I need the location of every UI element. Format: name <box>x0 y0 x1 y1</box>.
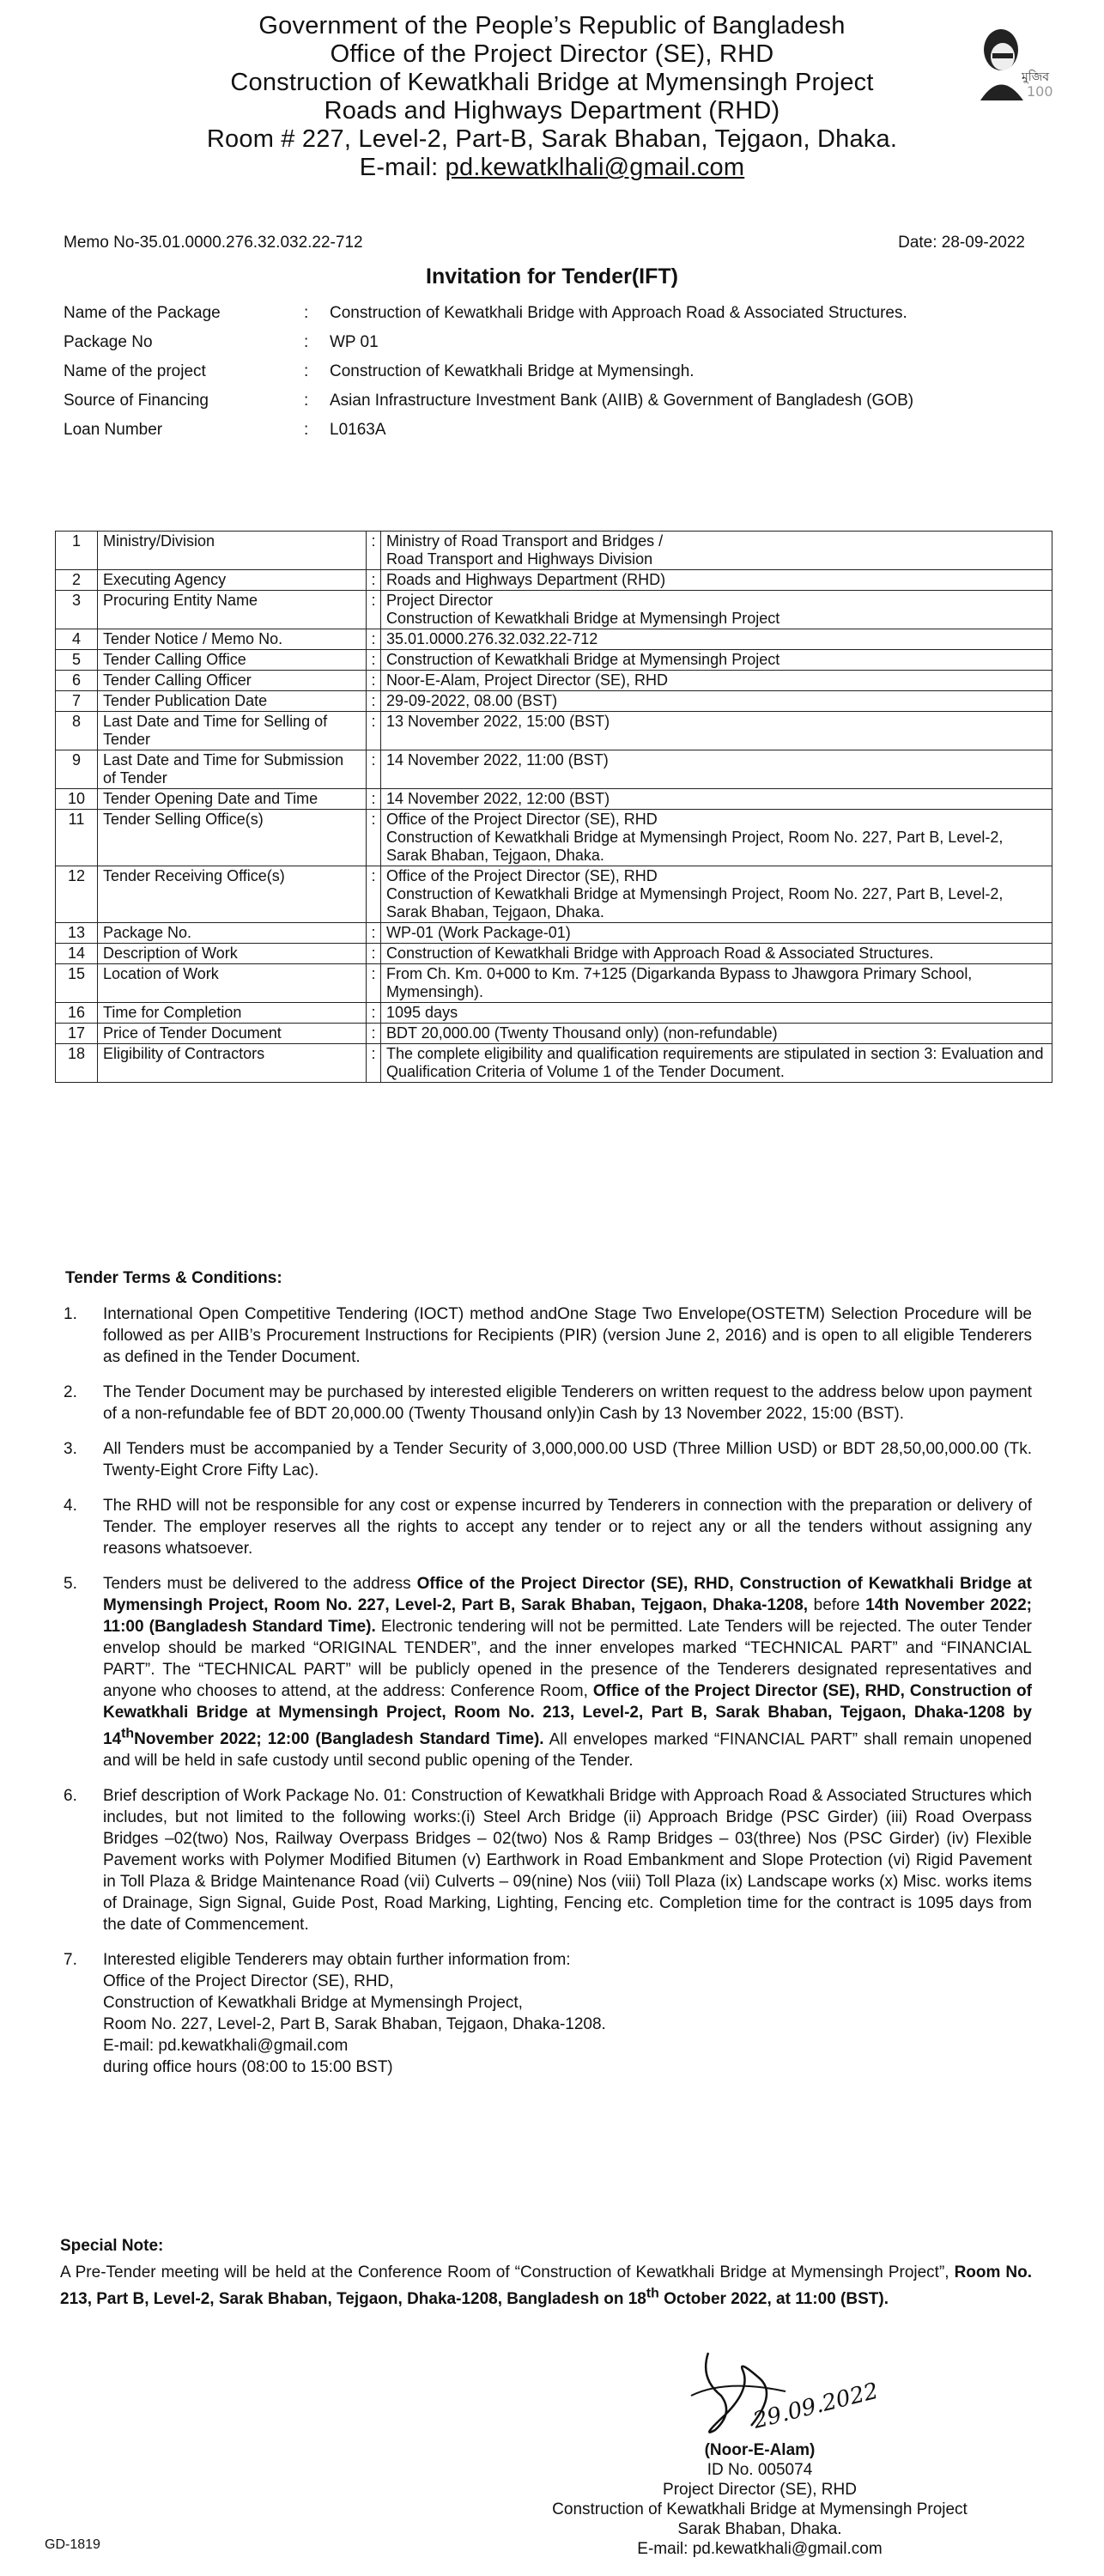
field-label: Tender Notice / Memo No. <box>98 629 367 650</box>
field-label: Last Date and Time for Submission of Tender <box>98 750 367 789</box>
mujib-100-logo-icon <box>972 19 1058 105</box>
row-number: 5 <box>56 650 98 671</box>
field-value <box>381 1003 1052 1024</box>
term-text: All Tenders must be accompanied by a Tender Security of 3,000,000.00 USD (Three Million USD) or BDT 28,50,00,000.00 (Tk. Twenty-Eight Crore Fifty Lac). <box>103 1440 1032 1479</box>
term-text: International Open Competitive Tendering (IOCT) method andOne Stage Two Envelope(OSTETM) Selection Procedure will be followed as per AIIB’s Procurement Instructions for Recipients (PIR) (version June 2, 2016) and is open to all eligible Tenderers as defined in the Tender Document. <box>103 1305 1032 1366</box>
info-label: Source of Financing <box>64 392 209 410</box>
signature-date: 29.09.2022 <box>750 2378 882 2434</box>
info-label: Name of the project <box>64 362 206 380</box>
tender-table-row: 16 Time for Completion : 1095 days <box>56 1003 1052 1024</box>
term-text: The Tender Document may be purchased by interested eligible Tenderers on written request to the address below upon payment of a non-refundable fee of BDT 20,000.00 (Twenty Thousand only)in Cash by 13 November 2022, 15:00 (BST). <box>103 1383 1032 1423</box>
field-value-line: Construction of Kewatkhali Bridge at Mymensingh Project, Room No. 227, Part B, Level-2, Sarak Bhaban, Tejgaon, Dhaka. <box>386 829 1004 864</box>
field-value-line: Construction of Kewatkhali Bridge with Approach Road & Associated Structures. <box>386 945 934 962</box>
memo-row <box>64 234 1025 252</box>
field-value-line: Road Transport and Highways Division <box>386 550 653 568</box>
row-number: 14 <box>56 944 98 964</box>
row-number: 4 <box>56 629 98 650</box>
svg-text:100: 100 <box>1027 83 1053 100</box>
field-value-line: 14 November 2022, 12:00 (BST) <box>386 790 610 807</box>
term-item: 6. Brief description of Work Package No. 01: Construction of Kewatkhali Bridge with Approach Road & Associated Structures which includes, but not limited to the following works:(i) Steel Arch Bridge (ii) Approach Bridge (PSC Girder) (iii) Road Overpass Bridges –02(two) Nos, Railway Overpass Bridges – 02(two) Nos & Ramp Bridges – 03(three) Nos (PSC Girder) (iv) Flexible Pavement works with Polymer Modified Bitumen (v) Earthwork in Road Embankment and Slope Protection (vi) Rigid Pavement in Toll Plaza & Bridge Maintenance Road (vii) Culverts – 09(nine) Nos (viii) Toll Plaza (ix) Landscape works (x) Misc. works items of Drainage, Sign Signal, Guide Post, Road Marking, Lighting, Fencing etc. Completion time for the contract is 1095 days from the date of Commencement. <box>64 1787 1032 1935</box>
info-value: Construction of Kewatkhali Bridge with Approach Road & Associated Structures. <box>330 304 907 322</box>
signatory-id: ID No. 005074 <box>707 2461 813 2479</box>
term-item: 5. Tenders must be delivered to the address Office of the Project Director (SE), RHD, Construction of Kewatkhali Bridge at Mymensingh Project, Room No. 227, Level-2, Part B, Sarak Bhaban, Tejgaon, Dhaka-1208, before 14th November 2022; 11:00 (Bangladesh Standard Time). Electronic tendering will not be permitted. Late Tenders will be rejected. The outer Tender envelop should be marked “ORIGINAL TENDER”, and the inner envelopes marked “TECHNICAL PART” and “FINANCIAL PART”. The “TECHNICAL PART” will be publicly opened in the presence of the Tenderers designated representatives and anyone who chooses to attend, at the address: Conference Room, Office of the Project Director (SE), RHD, Construction of Kewatkhali Bridge at Mymensingh Project, Room No. 213, Level-2, Part B, Sarak Bhaban, Tejgaon, Dhaka-1208 by 14thNovember 2022; 12:00 (Bangladesh Standard Time). All envelopes marked “FINANCIAL PART” shall remain unopened and will be held in safe custody until second public opening of the Tender. <box>64 1575 1033 1771</box>
header-email-prefix: E-mail: <box>359 154 446 181</box>
row-number: 16 <box>56 1003 98 1024</box>
tender-table-row: 1 Ministry/Division : Ministry of Road Transport and Bridges / Road Transport and Highways Division <box>56 532 1052 570</box>
field-value <box>381 750 1052 789</box>
field-label: Price of Tender Document <box>98 1024 367 1044</box>
field-value-line: Construction of Kewatkhali Bridge at Mymensingh Project <box>386 610 780 627</box>
info-value: WP 01 <box>330 333 379 351</box>
special-note-text: A Pre-Tender meeting will be held at the Conference Room of “Construction of Kewatkhali Bridge at Mymensingh Project”, Room No. 213, Part B, Level-2, Sarak Bhaban, Tejgaon, Dhaka-1208, Bangladesh on 18th October 2022, at 11:00 (BST). <box>60 2263 1032 2309</box>
field-value <box>381 712 1052 750</box>
tender-table-row: 6 Tender Calling Officer : Noor-E-Alam, Project Director (SE), RHD <box>56 671 1052 691</box>
info-label: Loan Number <box>64 421 163 439</box>
info-row: Package No : WP 01 <box>64 333 1025 352</box>
term-contact-address: Interested eligible Tenderers may obtain further information from: Office of the Project Director (SE), RHD, Construction of Kewatkhali Bridge at Mymensingh Project, Room No. 227, Level-2, Part B, Sarak Bhaban, Tejgaon, Dhaka-1208. E-mail: pd.kewatkhali@gmail.com during office hours (08:00 to 15:00 BST) <box>103 1949 1032 2078</box>
term-item: 1. International Open Competitive Tendering (IOCT) method andOne Stage Two Envelope(OSTETM) Selection Procedure will be followed as per AIIB’s Procurement Instructions for Recipients (PIR) (version June 2, 2016) and is open to all eligible Tenderers as defined in the Tender Document. <box>64 1305 1032 1366</box>
field-value <box>381 789 1052 810</box>
row-number: 9 <box>56 750 98 789</box>
field-value-line: 35.01.0000.276.32.032.22-712 <box>386 630 598 647</box>
row-number: 6 <box>56 671 98 691</box>
tender-table-row: 14 Description of Work : Construction of Kewatkhali Bridge with Approach Road & Associated Structures. <box>56 944 1052 964</box>
tender-details-table <box>55 531 1052 1083</box>
field-label: Tender Calling Officer <box>98 671 367 691</box>
header-line-2: Office of the Project Director (SE), RHD <box>330 40 774 68</box>
field-value <box>381 866 1052 923</box>
field-value-line: Ministry of Road Transport and Bridges / <box>386 532 664 550</box>
info-value: Construction of Kewatkhali Bridge at Mymensingh. <box>330 362 695 380</box>
document-title: Invitation for Tender(IFT) <box>426 264 678 289</box>
tender-table-row: 7 Tender Publication Date : 29-09-2022, 08.00 (BST) <box>56 691 1052 712</box>
field-value <box>381 1024 1052 1044</box>
field-value-line: 29-09-2022, 08.00 (BST) <box>386 692 558 709</box>
field-label: Last Date and Time for Selling of Tender <box>98 712 367 750</box>
memo-date: Date: 28-09-2022 <box>898 234 1025 252</box>
field-value-line: Construction of Kewatkhali Bridge at Mymensingh Project, Room No. 227, Part B, Level-2, Sarak Bhaban, Tejgaon, Dhaka. <box>386 885 1004 920</box>
field-value-line: The complete eligibility and qualification requirements are stipulated in section 3: Evaluation and Qualification Criteria of Volume 1 of the Tender Document. <box>386 1045 1044 1080</box>
field-value-line: Noor-E-Alam, Project Director (SE), RHD <box>386 671 669 689</box>
tender-table-row: 3 Procuring Entity Name : Project Director Construction of Kewatkhali Bridge at Mymensingh Project <box>56 591 1052 629</box>
letterhead <box>0 12 1104 182</box>
header-line-1: Government of the People’s Republic of Bangladesh <box>258 12 846 39</box>
footer-code: GD-1819 <box>45 2537 100 2552</box>
signatory-title: Project Director (SE), RHD <box>663 2481 857 2499</box>
term-text: Tenders must be delivered to the address Office of the Project Director (SE), RHD, Construction of Kewatkhali Bridge at Mymensingh Project, Room No. 227, Level-2, Part B, Sarak Bhaban, Tejgaon, Dhaka-1208, before 14th November 2022; 11:00 (Bangladesh Standard Time). Electronic tendering will not be permitted. Late Tenders will be rejected. The outer Tender envelop should be marked “ORIGINAL TENDER”, and the inner envelopes marked “TECHNICAL PART” and “FINANCIAL PART”. The “TECHNICAL PART” will be publicly opened in the presence of the Tenderers designated representatives and anyone who chooses to attend, at the address: Conference Room, Office of the Project Director (SE), RHD, Construction of Kewatkhali Bridge at Mymensingh Project, Room No. 213, Level-2, Part B, Sarak Bhaban, Tejgaon, Dhaka-1208 by 14thNovember 2022; 12:00 (Bangladesh Standard Time). All envelopes marked “FINANCIAL PART” shall remain unopened and will be held in safe custody until second public opening of the Tender. <box>103 1575 1033 1771</box>
terms-list <box>60 1303 1032 2092</box>
terms-heading: Tender Terms & Conditions: <box>65 1269 282 1287</box>
field-value-line: WP-01 (Work Package-01) <box>386 924 571 941</box>
tender-table-row: 2 Executing Agency : Roads and Highways Department (RHD) <box>56 570 1052 591</box>
field-label: Tender Publication Date <box>98 691 367 712</box>
memo-number: Memo No-35.01.0000.276.32.032.22-712 <box>64 234 363 252</box>
tender-table-row: 15 Location of Work : From Ch. Km. 0+000 to Km. 7+125 (Digarkanda Bypass to Jhawgora Primary School, Mymensingh). <box>56 964 1052 1003</box>
term-item: 7. Interested eligible Tenderers may obtain further information from: Office of the Project Director (SE), RHD, Construction of Kewatkhali Bridge at Mymensingh Project, Room No. 227, Level-2, Part B, Sarak Bhaban, Tejgaon, Dhaka-1208. E-mail: pd.kewatkhali@gmail.com during office hours (08:00 to 15:00 BST) <box>60 1949 1032 2078</box>
field-label: Time for Completion <box>98 1003 367 1024</box>
field-label: Package No. <box>98 923 367 944</box>
tender-table-row: 4 Tender Notice / Memo No. : 35.01.0000.276.32.032.22-712 <box>56 629 1052 650</box>
field-value <box>381 810 1052 866</box>
info-row: Name of the Package : Construction of Kewatkhali Bridge with Approach Road & Associated Structures. <box>64 304 1025 323</box>
term-item: 4. The RHD will not be responsible for any cost or expense incurred by Tenderers in connection with the preparation or delivery of Tender. The employer reserves all the rights to accept any tender or to reject any or all the tenders without assigning any reasons whatsoever. <box>64 1497 1032 1558</box>
tender-table-row: 18 Eligibility of Contractors : The complete eligibility and qualification requirements are stipulated in section 3: Evaluation and Qualification Criteria of Volume 1 of the Tender Document. <box>56 1044 1052 1083</box>
row-number: 11 <box>56 810 98 866</box>
svg-text:মুজিব: মুজিব <box>1022 70 1050 84</box>
field-value <box>381 532 1052 570</box>
field-value-line: Construction of Kewatkhali Bridge at Mymensingh Project <box>386 651 780 668</box>
signatory-details <box>502 2440 1017 2559</box>
header-line-5: Room # 227, Level-2, Part-B, Sarak Bhaban, Tejgaon, Dhaka. <box>206 125 898 153</box>
field-label: Tender Calling Office <box>98 650 367 671</box>
field-value <box>381 629 1052 650</box>
package-info <box>64 304 1025 450</box>
field-label: Tender Receiving Office(s) <box>98 866 367 923</box>
tender-table-row: 17 Price of Tender Document : BDT 20,000.00 (Twenty Thousand only) (non-refundable) <box>56 1024 1052 1044</box>
field-value-line: Office of the Project Director (SE), RHD <box>386 867 658 884</box>
term-text: The RHD will not be responsible for any cost or expense incurred by Tenderers in connection with the preparation or delivery of Tender. The employer reserves all the rights to accept any tender or to reject any or all the tenders without assigning any reasons whatsoever. <box>103 1497 1032 1558</box>
tender-table-row: 11 Tender Selling Office(s) : Office of the Project Director (SE), RHD Construction of Kewatkhali Bridge at Mymensingh Project, Room No. 227, Part B, Level-2, Sarak Bhaban, Tejgaon, Dhaka. <box>56 810 1052 866</box>
row-number: 15 <box>56 964 98 1003</box>
field-value <box>381 570 1052 591</box>
header-line-4: Roads and Highways Department (RHD) <box>324 97 780 125</box>
row-number: 10 <box>56 789 98 810</box>
field-label: Procuring Entity Name <box>98 591 367 629</box>
signatory-project: Construction of Kewatkhali Bridge at Mymensingh Project <box>552 2500 968 2518</box>
tender-table-row: 8 Last Date and Time for Selling of Tender : 13 November 2022, 15:00 (BST) <box>56 712 1052 750</box>
field-label: Tender Selling Office(s) <box>98 810 367 866</box>
field-value-line: 13 November 2022, 15:00 (BST) <box>386 713 610 730</box>
row-number: 17 <box>56 1024 98 1044</box>
field-value-line: Office of the Project Director (SE), RHD <box>386 811 658 828</box>
contact-email[interactable]: E-mail: pd.kewatkhali@gmail.com <box>103 2037 349 2056</box>
tender-table-row: 5 Tender Calling Office : Construction of Kewatkhali Bridge at Mymensingh Project <box>56 650 1052 671</box>
signatory-email[interactable]: E-mail: pd.kewatkhali@gmail.com <box>637 2540 883 2558</box>
info-row: Name of the project : Construction of Kewatkhali Bridge at Mymensingh. <box>64 362 1025 381</box>
tender-table-row: 9 Last Date and Time for Submission of Tender : 14 November 2022, 11:00 (BST) <box>56 750 1052 789</box>
tender-table-row: 10 Tender Opening Date and Time : 14 November 2022, 12:00 (BST) <box>56 789 1052 810</box>
field-value <box>381 650 1052 671</box>
field-value <box>381 691 1052 712</box>
row-number: 18 <box>56 1044 98 1083</box>
term-item: 2. The Tender Document may be purchased by interested eligible Tenderers on written request to the address below upon payment of a non-refundable fee of BDT 20,000.00 (Twenty Thousand only)in Cash by 13 November 2022, 15:00 (BST). <box>64 1383 1032 1423</box>
field-value-line: Roads and Highways Department (RHD) <box>386 571 666 588</box>
info-row: Source of Financing : Asian Infrastructure Investment Bank (AIIB) & Government of Bangladesh (GOB) <box>64 392 1025 410</box>
field-value <box>381 591 1052 629</box>
info-label: Name of the Package <box>64 304 221 322</box>
signatory-name: (Noor-E-Alam) <box>704 2441 816 2459</box>
term-item: 3. All Tenders must be accompanied by a Tender Security of 3,000,000.00 USD (Three Million USD) or BDT 28,50,00,000.00 (Tk. Twenty-Eight Crore Fifty Lac). <box>64 1440 1032 1479</box>
field-value <box>381 671 1052 691</box>
field-value <box>381 923 1052 944</box>
field-value-line: 14 November 2022, 11:00 (BST) <box>386 751 609 769</box>
row-number: 13 <box>56 923 98 944</box>
field-label: Location of Work <box>98 964 367 1003</box>
info-row: Loan Number : L0163A <box>64 421 1025 440</box>
info-value: Asian Infrastructure Investment Bank (AIIB) & Government of Bangladesh (GOB) <box>330 392 914 410</box>
info-label: Package No <box>64 333 153 351</box>
field-label: Executing Agency <box>98 570 367 591</box>
row-number: 12 <box>56 866 98 923</box>
field-value <box>381 1044 1052 1083</box>
row-number: 3 <box>56 591 98 629</box>
field-label: Description of Work <box>98 944 367 964</box>
field-value <box>381 944 1052 964</box>
tender-details-body <box>56 532 1052 1083</box>
signatory-address: Sarak Bhaban, Dhaka. <box>677 2520 842 2538</box>
field-label: Eligibility of Contractors <box>98 1044 367 1083</box>
tender-table-row: 12 Tender Receiving Office(s) : Office of the Project Director (SE), RHD Construction of Kewatkhali Bridge at Mymensingh Project, Room No. 227, Part B, Level-2, Sarak Bhaban, Tejgaon, Dhaka. <box>56 866 1052 923</box>
field-label: Ministry/Division <box>98 532 367 570</box>
field-value-line: BDT 20,000.00 (Twenty Thousand only) (non-refundable) <box>386 1024 778 1042</box>
row-number: 1 <box>56 532 98 570</box>
row-number: 2 <box>56 570 98 591</box>
field-value <box>381 964 1052 1003</box>
term-text: Brief description of Work Package No. 01: Construction of Kewatkhali Bridge with Approach Road & Associated Structures which includes, but not limited to the following works:(i) Steel Arch Bridge (ii) Approach Bridge (PSC Girder) (iii) Road Overpass Bridges –02(two) Nos, Railway Overpass Bridges – 02(two) Nos & Ramp Bridges – 03(three) Nos (PSC Girder) (iv) Flexible Pavement works with Polymer Modified Bitumen (v) Earthwork in Road Embankment and Slope Protection (vi) Rigid Pavement in Toll Plaza & Bridge Maintenance Road (vii) Culverts – 09(nine) Nos (viii) Toll Plaza (ix) Landscape works (x) Misc. works items of Drainage, Sign Signal, Guide Post, Road Marking, Lighting, Fencing etc. Completion time for the contract is 1095 days from the date of Commencement. <box>103 1787 1032 1935</box>
header-line-3: Construction of Kewatkhali Bridge at Mymensingh Project <box>230 69 874 96</box>
special-note-heading: Special Note: <box>60 2237 164 2255</box>
tender-table-row: 13 Package No. : WP-01 (Work Package-01) <box>56 923 1052 944</box>
row-number: 7 <box>56 691 98 712</box>
info-value: L0163A <box>330 421 386 439</box>
header-email-link[interactable]: pd.kewatklhali@gmail.com <box>445 154 745 181</box>
field-value-line: 1095 days <box>386 1004 458 1021</box>
field-value-line: Project Director <box>386 592 494 609</box>
field-value-line: From Ch. Km. 0+000 to Km. 7+125 (Digarkanda Bypass to Jhawgora Primary School, Mymensingh). <box>386 965 973 1000</box>
row-number: 8 <box>56 712 98 750</box>
header-email-line <box>0 154 1104 182</box>
handwritten-signature-icon <box>674 2344 914 2447</box>
field-label: Tender Opening Date and Time <box>98 789 367 810</box>
